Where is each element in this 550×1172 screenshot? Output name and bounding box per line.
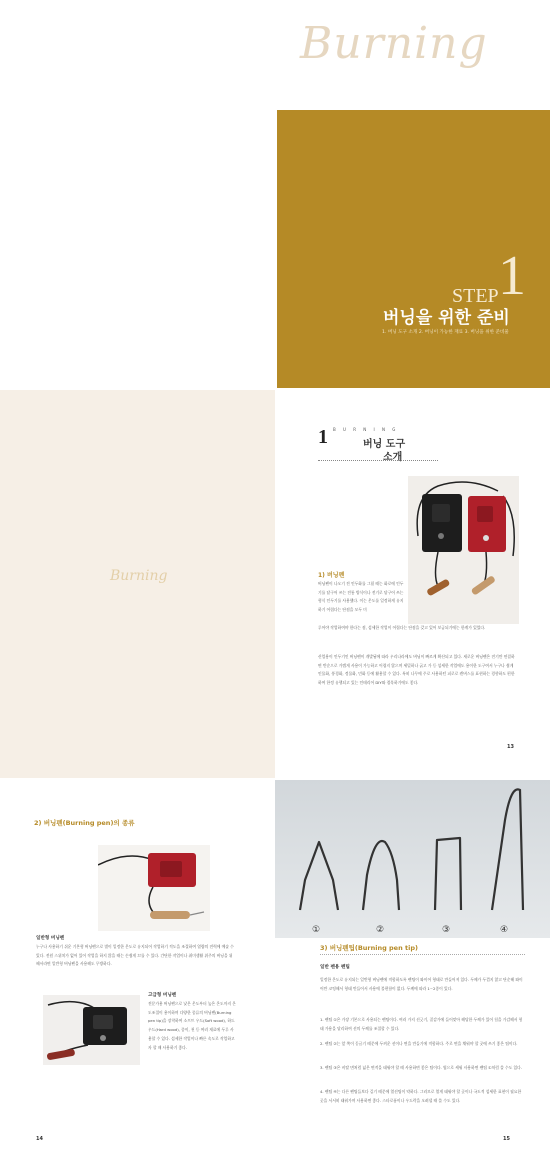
section-divider [318, 460, 438, 462]
subsection-pen-tips: 3) 버닝펜팁(Burning pen tip) [320, 944, 418, 952]
burning-watermark: Burning [110, 568, 168, 584]
basic-burning-pen-photo [98, 845, 210, 931]
tip-description: 3. 펜팁 ③은 비탈 면처럼 넓은 면적을 태워야 할 때 사용하면 좋은 팁이다. 옆으로 세워 사용하면 펜팁 ①처럼 쓸 수도 있다. [320, 1065, 523, 1070]
tip-label: ① [312, 925, 321, 935]
subsection-burning-pen: 1) 버닝펜 [318, 572, 345, 579]
section-title-line2: 소개 [383, 452, 403, 463]
page-number: 13 [507, 744, 514, 750]
section-spaced-label: B U R N I N G [333, 427, 399, 432]
tip-label: ② [376, 925, 385, 935]
body-paragraph: 일정한 온도로 유지되는 일반형 버닝펜에 적합하도록 펜팁이 와이어 형태로 만들어져 있다. 두께가 두껍지 않고 단순해 와이어만 코팅해서 형태 만들어서 사용에 불편함이 없다. 두께에 따라 1~2종이 있다. [320, 977, 523, 991]
step-label: STEP [452, 285, 499, 307]
subsection-pen-types: 2) 버닝펜(Burning pen)의 종류 [34, 819, 135, 827]
page-number: 14 [36, 1136, 43, 1142]
chapter-subtitle: 1. 버닝 도구 소개 2. 버닝이 가능한 재료 3. 버닝을 위한 준비물 [382, 330, 509, 335]
body-paragraph: 전문가용 버닝펜으로 낮은 온도부터 높은 온도까지 온도조절이 용이하며 다양한 종류의 버닝펜(Burning pen tip)을 장착하여 소프트 우드(Soft wood), 하드 우드(Hard wood), 종이, 천 등 여러 재료에 두루 사용할 수 있다. 섬세한 작업이나 빠른 속도로 작업하고자 할 때 사용하기 좋다. [148, 1001, 236, 1050]
burning-pen-photo [408, 476, 519, 624]
advanced-burning-pen-photo [43, 995, 140, 1065]
section-title-line1: 버닝 도구 [363, 439, 406, 450]
tip-description: 1. 펜팁 ①은 가장 기본으로 사용되는 펜팁이다. 여러 가지 선긋기, 질감가에 들어맞아 해당한 두께가 있어 힘을 가감해서 형태 가용을 달리하여 선의 두께를 조절할 수 있다. [320, 1017, 523, 1031]
burning-pens-illustration [408, 476, 519, 624]
tip-description: 4. 펜팁 ④는 다른 펜팁들보다 길기 때문에 열선팁이 약하다. 그러므로 열게 태워야 할 곳이나 국도적 섬세한 표현이 필요한 곳을 서서히 태워가며 사용하면 좋다. 스타로폼이나 우드락을 오려낼 때 쓸 수도 있다. [320, 1089, 522, 1103]
body-paragraph: 루어야 작업하여야 한다는 점, 섬세한 작업이 어렵다는 단점을 갖고 있어 보급되기에는 한계가 있었다. [318, 625, 486, 630]
tip-label: ④ [500, 925, 509, 935]
chapter-title: 버닝을 위한 준비 [383, 308, 510, 328]
advanced-pen-illustration [43, 995, 140, 1065]
tip-label: ③ [442, 925, 451, 935]
section-number: 1 [318, 426, 328, 448]
tip-description: 2. 펜팁 ②는 앞 쪽이 둥글기 때문에 두꺼운 선이나 면을 만들기에 적합하다. 주로 면을 채워야 할 곳에 쓰기 좋은 팁이다. [320, 1041, 518, 1046]
step-number: 1 [498, 245, 526, 307]
page-left-blank [0, 0, 275, 390]
pen-tips-illustration [275, 780, 550, 938]
basic-pen-illustration [98, 845, 210, 931]
burning-script-title: Burning [300, 18, 488, 69]
page-left-cream [0, 390, 275, 778]
body-paragraph: 누구나 사용하기 쉬운 기본형 버닝펜으로 별이 일정한 온도로 유지되어 작업하기 적도을 조절하여 열량의 전력에 예술 수 있다. 전원 스위치가 없어 있어 작업을 하지 않을 때는 손쉽게 끄를 수 있다. 간단한 작업이나 취미생활 위주의 버닝을 위해서라면 일반형 버닝펜을 사용해도 무방하다. [36, 944, 234, 967]
body-paragraph: 버닝펜이 나오기 전 인두화를 그릴 때는 화로에 인두기를 달구어 쓰는 전통 방식이나 전기로 달구어 쓰는 형식 인두기를 사용했다. 이는 온도를 일정하게 유지하기 어렵다는 단점을 모두 미 [318, 581, 404, 613]
page-number: 15 [503, 1136, 510, 1142]
caption-basic-pen: 일반형 버닝펜 [36, 936, 65, 941]
page-14 [0, 780, 275, 1172]
caption-general-tips: 일반 펜용 펜팁 [320, 965, 350, 970]
body-paragraph: 산업용이 인두기인 버닝펜이 개발됨에 따라 우리나라에도 버닝이 빠르게 확산되고 있다. 새로운 버닝펜은 전기만 연결하면 반순으로 가볍게 사용이 가능하고 어렵지 않으며 세밀하나 굵고 가 등 섬세한 작업에도 용이한 도구여서 누구나 쉽게 인물화, 풍경화, 정물화, 민화 등에 활용할 수 있다. 특히 나무에 주로 사용하던 피로로 캔버스를 표현하는 경향하도 편한하여 한정 유행되고 있는 인테리어 DIY와 접목하기에도 좋다. [318, 654, 515, 686]
caption-advanced-pen: 고급형 버닝펜 [148, 993, 177, 998]
subsection-divider [320, 954, 525, 956]
pen-tips-photo [275, 780, 550, 938]
